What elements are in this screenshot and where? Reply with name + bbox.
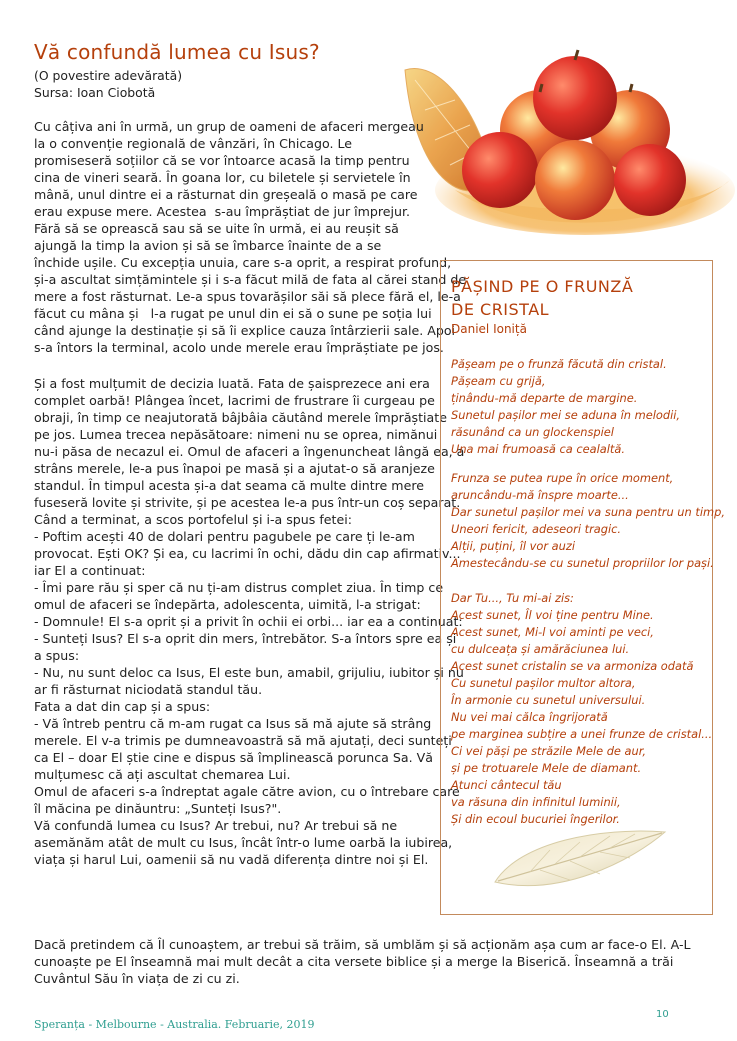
poem-line: aruncându-mă înspre moarte...: [451, 488, 629, 502]
article-title: Vă confundă lumea cu Isus?: [34, 40, 320, 64]
poem-stanza-1: [451, 356, 713, 458]
poem-line: răsunând ca un glockenspiel: [451, 425, 614, 439]
text-line: - Domnule! El s-a oprit și a privit în ochii ei orbi... iar ea a continuat:: [34, 614, 463, 629]
apples-bowl-image: [395, 40, 737, 240]
poem-line: cu dulceața și amărăciunea lui.: [451, 642, 630, 656]
text-line: - Nu, nu sunt deloc ca Isus, El este bun, amabil, grijuliu, iubitor și nu: [34, 665, 464, 680]
text-line: provocat. Ești OK? Și ea, cu lacrimi în ochi, dădu din cap afirmativ...: [34, 546, 461, 561]
poem-line: ținându-mă departe de margine.: [451, 391, 638, 405]
text-line: asemănăm atât de mult cu Isus, încât într-o lume oarbă la iubirea,: [34, 835, 453, 850]
text-line: Fata a dat din cap și a spus:: [34, 699, 211, 714]
text-line: erau expuse mere. Acestea s-au împrăștiat de jur împrejur.: [34, 204, 411, 219]
text-line: - Sunteți Isus? El s-a oprit din mers, întrebător. S-a întors spre ea și: [34, 631, 457, 646]
poem-title-line-1: PĂȘIND PE O FRUNZĂ: [451, 277, 634, 296]
poem-line: Atunci cântecul tău: [451, 778, 562, 792]
text-line: Omul de afaceri s-a îndreptat agale către avion, cu o întrebare care: [34, 784, 460, 799]
article-paragraph-3: [34, 936, 714, 987]
text-line: Fără să se oprească sau să se uite în urmă, ei au reușit să: [34, 221, 399, 236]
text-line: și-a ascultat simțămintele și i s-a făcut milă de fata al cărei stand de: [34, 272, 467, 287]
text-line: s-a întors la terminal, acolo unde merele erau împrăștiate pe jos.: [34, 340, 444, 355]
poem-line: Una mai frumoasă ca cealaltă.: [451, 442, 626, 456]
poem-stanza-2: [451, 470, 725, 572]
text-line: pe jos. Lumea trecea nepăsătoare: nimeni nu se oprea, nimănui: [34, 427, 438, 442]
text-line: strâns merele, le-a pus înapoi pe masă și a ajutat-o să aranjeze: [34, 461, 435, 476]
text-line: Vă confundă lumea cu Isus? Ar trebui, nu? Ar trebui să ne: [34, 818, 398, 833]
poem-line: În armonie cu sunetul universului.: [451, 693, 646, 707]
poem-line: Nu vei mai călca îngrijorată: [451, 710, 608, 724]
poem-line: va răsuna din infinitul luminii,: [451, 795, 621, 809]
text-line: îl măcina pe dinăuntru: „Sunteți Isus?".: [34, 801, 282, 816]
text-line: cunoaște pe El înseamnă mai mult decât a cita versete biblice și a merge la Biserică. Înseamnă a trăi: [34, 954, 674, 969]
poem-author: Daniel Ioniță: [451, 322, 527, 336]
article-paragraph-1: [34, 118, 467, 356]
text-line: a spus:: [34, 648, 80, 663]
poem-title-line-2: DE CRISTAL: [451, 300, 550, 319]
text-line: omul de afaceri se îndepărta, adolescenta, uimită, l-a strigat:: [34, 597, 421, 612]
poem-line: Amestecându-se cu sunetul propriilor lor pași.: [451, 556, 714, 570]
text-line: ajungă la timp la avion și să se îmbarce înainte de a se: [34, 238, 382, 253]
text-line: - Îmi pare rău și sper că nu ți-am distrus complet ziua. În timp ce: [34, 580, 444, 595]
poem-line: Sunetul pașilor mei se aduna în melodii,: [451, 408, 681, 422]
text-line: fuseseră lovite și strivite, și pe acestea le-a pus într-un coș separat.: [34, 495, 461, 510]
text-line: mână, unul dintre ei a răsturnat din greșeală o masă pe care: [34, 187, 418, 202]
text-line: - Poftim acești 40 de dolari pentru pagubele pe care ți le-am: [34, 529, 415, 544]
text-line: făcut cu mâna și l-a rugat pe unul din ei să o sune pe soția lui: [34, 306, 432, 321]
text-line: obraji, în timp ce neajutorată bâjbâia căutând merele împrăștiate: [34, 410, 447, 425]
text-line: complet oarbă! Plângea încet, lacrimi de frustrare îi curgeau pe: [34, 393, 435, 408]
text-line: standul. În timpul acesta și-a dat seama că multe dintre mere: [34, 478, 424, 493]
text-line: ar fi răsturnat niciodată standul tău.: [34, 682, 263, 697]
poem-line: Pășeam pe o frunză făcută din cristal.: [451, 357, 667, 371]
poem-line: pe marginea subțire a unei frunze de cristal...: [451, 727, 713, 741]
text-line: cina de vineri seară. În goana lor, cu biletele și servietele în: [34, 170, 411, 185]
page-number: 10: [656, 1009, 669, 1020]
poem-line: Pășeam cu grijă,: [451, 374, 546, 388]
article-paragraph-2: [34, 375, 465, 868]
poem-line: Ci vei păși pe străzile Mele de aur,: [451, 744, 647, 758]
poem-line: Și din ecoul bucuriei îngerilor.: [451, 812, 620, 826]
text-line: promiseseră soțiilor că se vor întoarce acasă la timp pentru: [34, 153, 410, 168]
poem-line: Frunza se putea rupe în orice moment,: [451, 471, 674, 485]
text-line: viața și harul Lui, oamenii să nu vadă diferența dintre noi și El.: [34, 852, 429, 867]
text-line: mulțumesc că ați ascultat chemarea Lui.: [34, 767, 291, 782]
footer-publication: Speranța - Melbourne - Australia. Februarie, 2019: [34, 1018, 315, 1031]
poem-stanza-3: [451, 590, 713, 828]
text-line: iar El a continuat:: [34, 563, 146, 578]
text-line: mere a fost răsturnat. Le-a spus tovarășilor săi să plece fără el, le-a: [34, 289, 461, 304]
article-subtitle: (O povestire adevărată): [34, 68, 183, 83]
text-line: merele. El v-a trimis pe dumneavoastră să mă ajutați, deci sunteți: [34, 733, 452, 748]
poem-title: [451, 275, 633, 321]
poem-line: Acest sunet, Îl voi ține pentru Mine.: [451, 608, 654, 622]
poem-line: Alții, puțini, îl vor auzi: [451, 539, 576, 553]
poem-line: Dar sunetul pașilor mei va suna pentru un timp,: [451, 505, 725, 519]
text-line: - Vă întreb pentru că m-am rugat ca Isus să mă ajute să strâng: [34, 716, 432, 731]
text-line: Dacă pretindem că Îl cunoaștem, ar trebui să trăim, să umblăm și să acționăm așa cum ar face-o El. A-L: [34, 937, 691, 952]
poem-line: Dar Tu..., Tu mi-ai zis:: [451, 591, 574, 605]
text-line: Cuvântul Său în viața de zi cu zi.: [34, 971, 240, 986]
poem-line: Uneori fericit, adeseori tragic.: [451, 522, 622, 536]
text-line: la o convenție regională de vânzări, în Chicago. Le: [34, 136, 353, 151]
article-source: Sursa: Ioan Ciobotă: [34, 85, 156, 100]
text-line: când ajunge la destinație și să îi explice cauza întârzierii sale. Apoi: [34, 323, 456, 338]
text-line: Când a terminat, a scos portofelul și i-a spus fetei:: [34, 512, 352, 527]
poem-line: Cu sunetul pașilor multor altora,: [451, 676, 636, 690]
poem-line: și pe trotuarele Mele de diamant.: [451, 761, 642, 775]
text-line: Și a fost mulțumit de decizia luată. Fata de șaisprezece ani era: [34, 376, 430, 391]
text-line: închide ușile. Cu excepția unuia, care s-a oprit, a respirat profund,: [34, 255, 452, 270]
text-line: ca El – doar El știe cine e dispus să împlinească porunca Sa. Vă: [34, 750, 433, 765]
crystal-leaf-image: [490, 822, 670, 902]
text-line: Cu câțiva ani în urmă, un grup de oameni de afaceri mergeau: [34, 119, 424, 134]
poem-line: Acest sunet, Mi-l voi aminti pe veci,: [451, 625, 654, 639]
text-line: nu-i păsa de necazul ei. Omul de afaceri a îngenuncheat lângă ea, a: [34, 444, 465, 459]
poem-line: Acest sunet cristalin se va armoniza odată: [451, 659, 694, 673]
